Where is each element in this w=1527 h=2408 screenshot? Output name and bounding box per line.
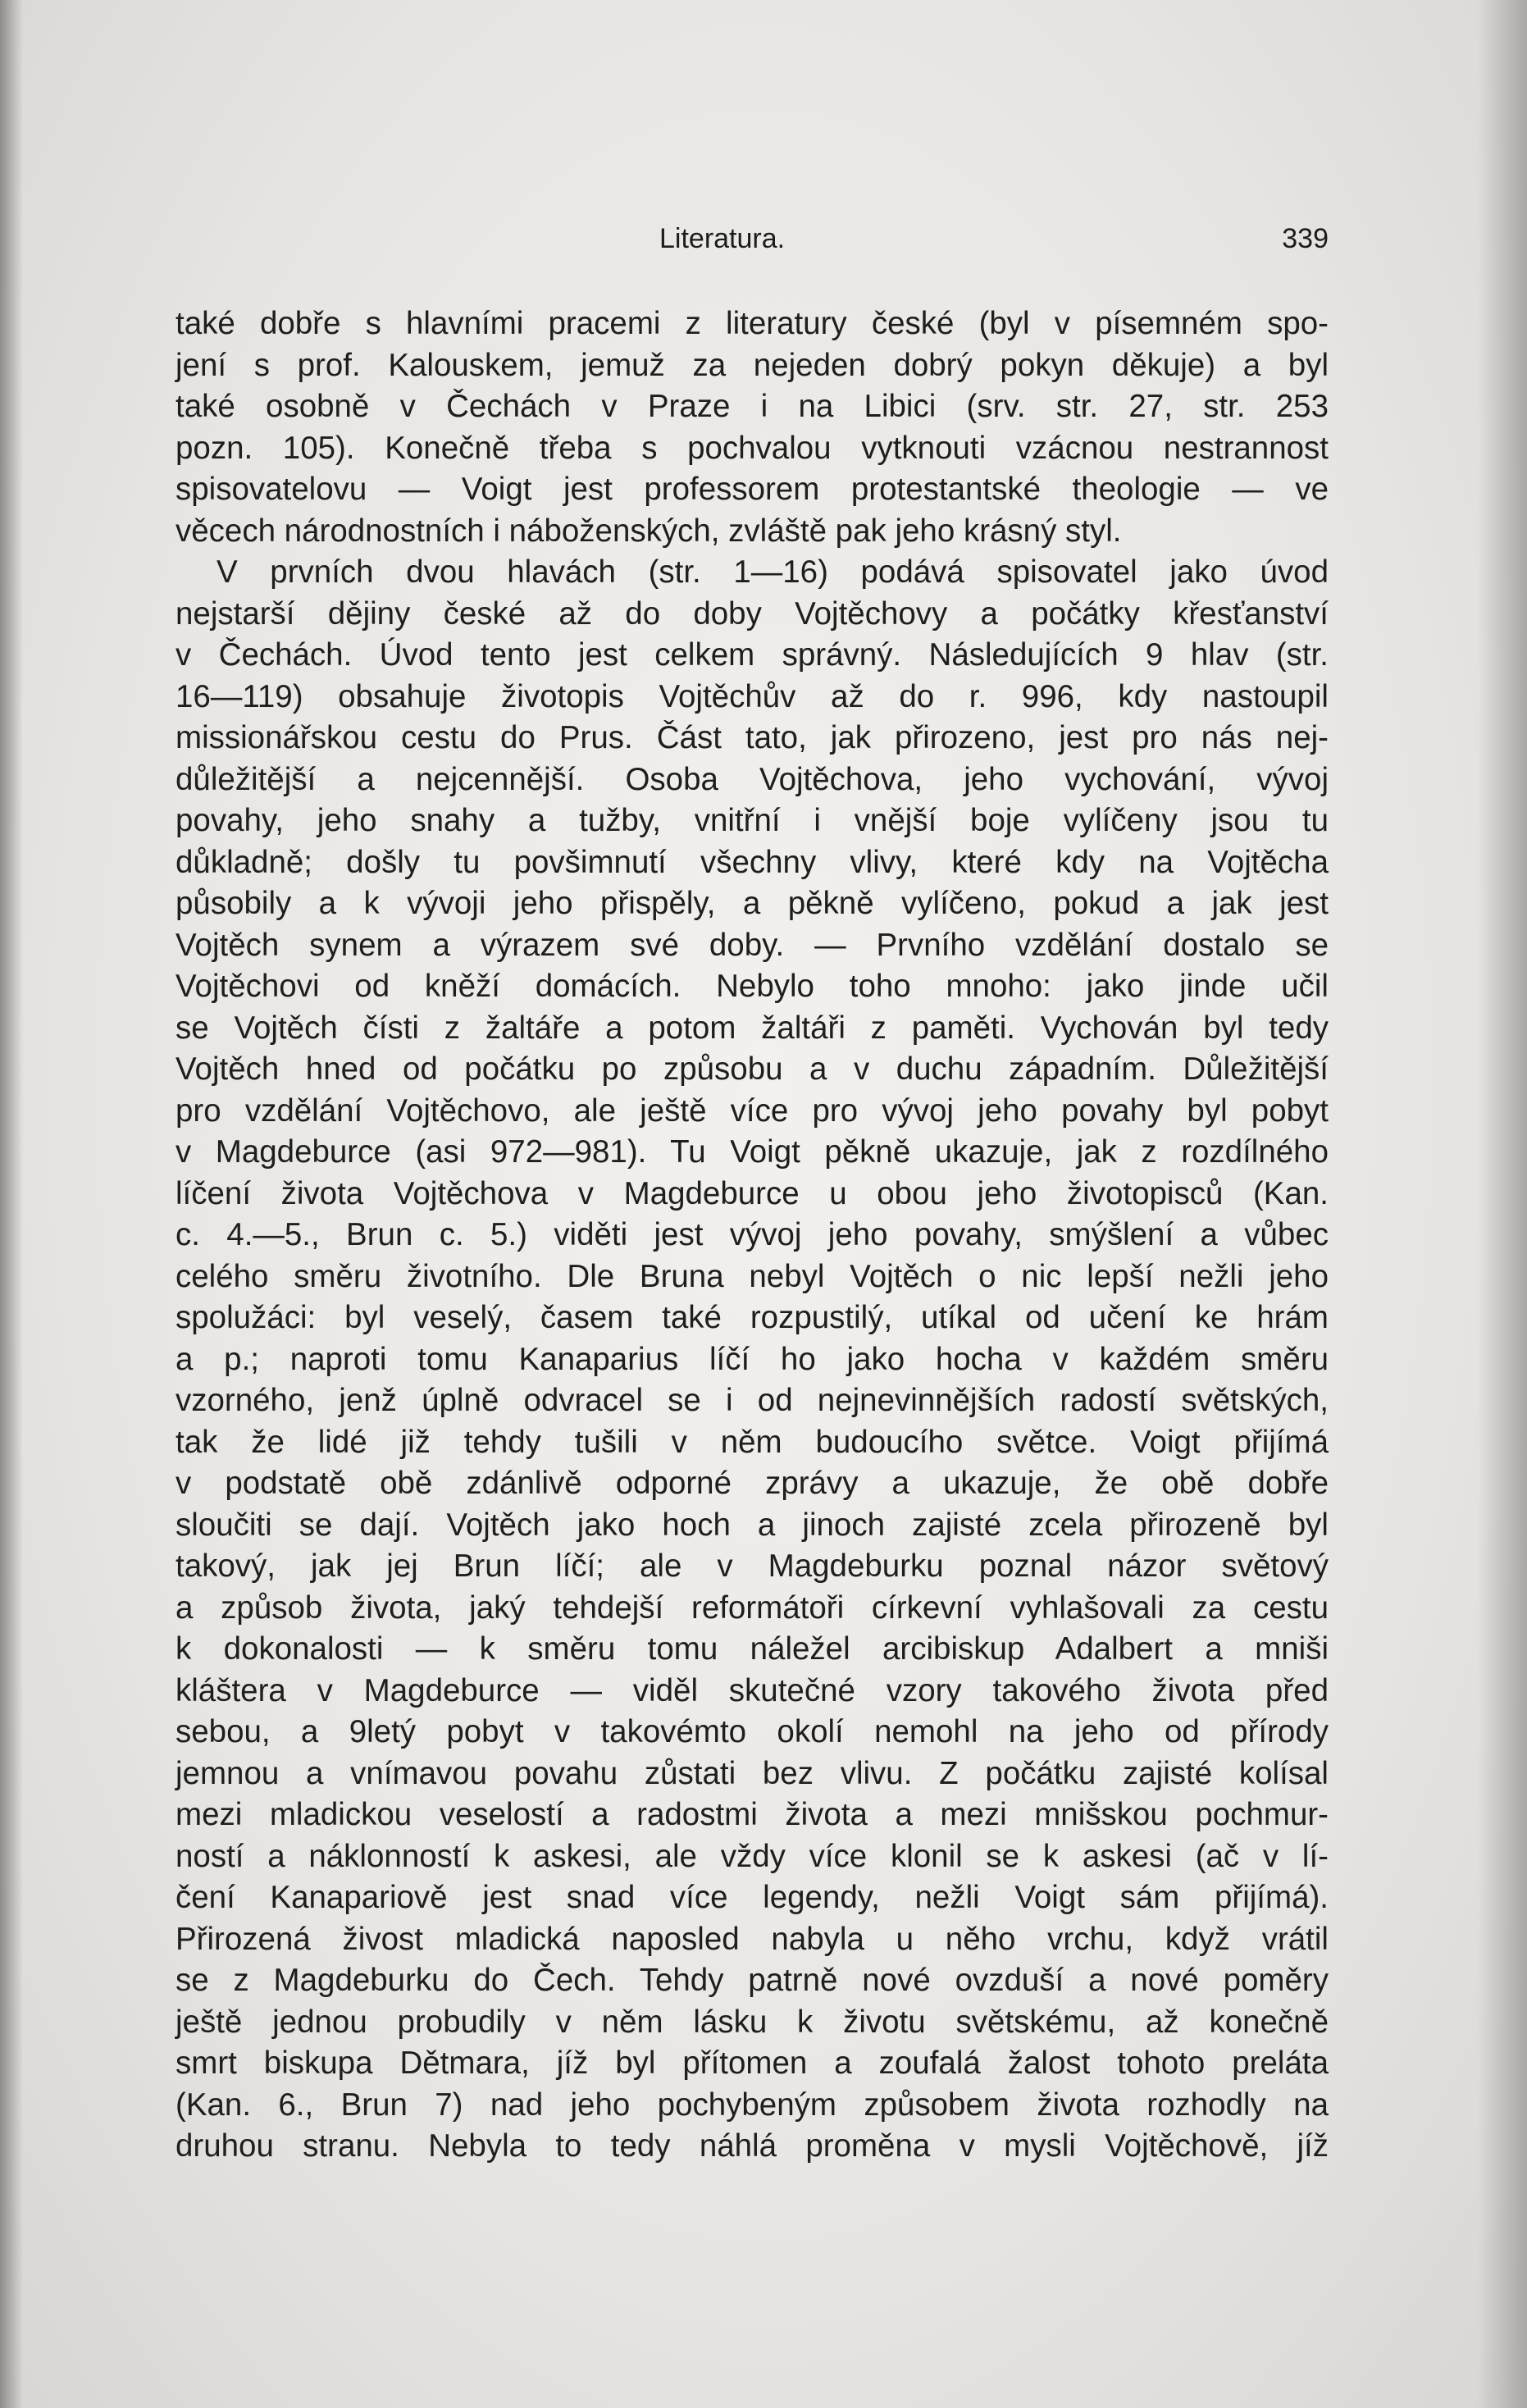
page-header: [175, 223, 1329, 264]
text-line: jení s prof. Kalouskem, jemuž za nejeden dobrý pokyn děkuje) a byl: [175, 347, 1329, 383]
text-line: důkladně; došly tu povšimnutí všechny vlivy, které kdy na Vojtěcha: [175, 844, 1329, 880]
text-line: nejstarší dějiny české až do doby Vojtěchovy a počátky křesťanství: [175, 595, 1329, 632]
running-title: Literatura.: [659, 223, 786, 254]
text-line: a způsob života, jaký tehdejší reformátoři církevní vyhlašovali za cestu: [175, 1589, 1329, 1626]
text-line: vzorného, jenž úplně odvracel se i od nejnevinnějších radostí světských,: [175, 1383, 1329, 1418]
text-line: (Kan. 6., Brun 7) nad jeho pochybeným způsobem života rozhodly na: [175, 2086, 1329, 2123]
text-line: spisovatelovu — Voigt jest professorem protestantské theologie — ve: [175, 472, 1329, 507]
text-line: smrt biskupa Dětmara, jíž byl přítomen a zoufalá žalost tohoto preláta: [175, 2045, 1329, 2081]
text-line: ještě jednou probudily v něm lásku k životu světskému, až konečně: [175, 2004, 1329, 2040]
text-line: kláštera v Magdeburce — viděl skutečné vzory takového života před: [175, 1672, 1329, 1708]
text-line: c. 4.—5., Brun c. 5.) viděti jest vývoj jeho povahy, smýšlení a vůbec: [175, 1217, 1329, 1252]
text-line: Přirozená živost mladická naposled nabyla u něho vrchu, když vrátil: [175, 1921, 1329, 1957]
text-line: se Vojtěch čísti z žaltáře a potom žaltáři z paměti. Vychován byl tedy: [175, 1010, 1329, 1046]
text-line: také osobně v Čechách v Praze i na Libici (srv. str. 27, str. 253: [175, 389, 1329, 424]
text-line: sloučiti se dají. Vojtěch jako hoch a jinoch zajisté zcela přirozeně byl: [175, 1507, 1329, 1543]
text-line: důležitější a nejcennější. Osoba Vojtěchova, jeho vychování, vývoj: [175, 761, 1329, 797]
text-line: jemnou a vnímavou povahu zůstati bez vlivu. Z počátku zajisté kolísal: [175, 1755, 1329, 1791]
text-line: druhou stranu. Nebyla to tedy náhlá proměna v mysli Vojtěchově, jíž: [175, 2128, 1329, 2164]
text-line: v Magdeburce (asi 972—981). Tu Voigt pěkně ukazuje, jak z rozdílného: [175, 1134, 1329, 1170]
text-line: Vojtěch hned od počátku po způsobu a v duchu západním. Důležitější: [175, 1051, 1329, 1087]
page-edge-shadow-left: [0, 0, 23, 2408]
text-line: V prvních dvou hlavách (str. 1—16) podává spisovatel jako úvod: [217, 554, 1329, 590]
text-line: missionářskou cestu do Prus. Část tato, jak přirozeno, jest pro nás nej-: [175, 720, 1329, 755]
text-line: spolužáci: byl veselý, časem také rozpustilý, utíkal od učení ke hrám: [175, 1300, 1329, 1335]
text-line: také dobře s hlavními pracemi z literatury české (byl v písemném spo-: [175, 306, 1329, 341]
body-text: [175, 303, 1329, 2168]
text-line: působily a k vývoji jeho přispěly, a pěkně vylíčeno, pokud a jak jest: [175, 886, 1329, 921]
text-line: čení Kanapariově jest snad více legendy, nežli Voigt sám přijímá).: [175, 1880, 1329, 1915]
text-line: Vojtěchovi od kněží domácích. Nebylo toho mnoho: jako jinde učil: [175, 969, 1329, 1004]
text-line: pro vzdělání Vojtěchovo, ale ještě více pro vývoj jeho povahy byl pobyt: [175, 1092, 1329, 1129]
text-line: 16—119) obsahuje životopis Vojtěchův až do r. 996, kdy nastoupil: [175, 678, 1329, 714]
page-number: 339: [1282, 223, 1329, 254]
text-line: ností a náklonností k askesi, ale vždy více klonil se k askesi (ač v lí-: [175, 1838, 1329, 1874]
text-line: Vojtěch synem a výrazem své doby. — Prvního vzdělání dostalo se: [175, 927, 1329, 963]
text-line: k dokonalosti — k směru tomu náležel arcibiskup Adalbert a mniši: [175, 1631, 1329, 1667]
text-line: celého směru životního. Dle Bruna nebyl Vojtěch o nic lepší nežli jeho: [175, 1258, 1329, 1294]
text-line: sebou, a 9letý pobyt v takovémto okolí nemohl na jeho od přírody: [175, 1714, 1329, 1749]
text-line: věcech národnostních i náboženských, zvláště pak jeho krásný styl.: [175, 513, 1122, 549]
text-line: tak že lidé již tehdy tušili v něm budoucího světce. Voigt přijímá: [175, 1424, 1329, 1460]
text-line: pozn. 105). Konečně třeba s pochvalou vytknouti vzácnou nestrannost: [175, 430, 1329, 466]
page-edge-shadow-right: [1478, 0, 1527, 2408]
text-line: povahy, jeho snahy a tužby, vnitřní i vnější boje vylíčeny jsou tu: [175, 803, 1329, 838]
text-line: v Čechách. Úvod tento jest celkem správný. Následujících 9 hlav (str.: [175, 637, 1329, 673]
text-line: a p.; naproti tomu Kanaparius líčí ho jako hocha v každém směru: [175, 1341, 1329, 1377]
text-line: takový, jak jej Brun líčí; ale v Magdeburku poznal názor světový: [175, 1548, 1329, 1584]
text-line: se z Magdeburku do Čech. Tehdy patrně nové ovzduší a nové poměry: [175, 1963, 1329, 1998]
text-line: v podstatě obě zdánlivě odporné zprávy a ukazuje, že obě dobře: [175, 1466, 1329, 1501]
text-line: líčení života Vojtěchova v Magdeburce u obou jeho životopisců (Kan.: [175, 1175, 1329, 1211]
text-line: mezi mladickou veselostí a radostmi života a mezi mnišskou pochmur-: [175, 1797, 1329, 1832]
